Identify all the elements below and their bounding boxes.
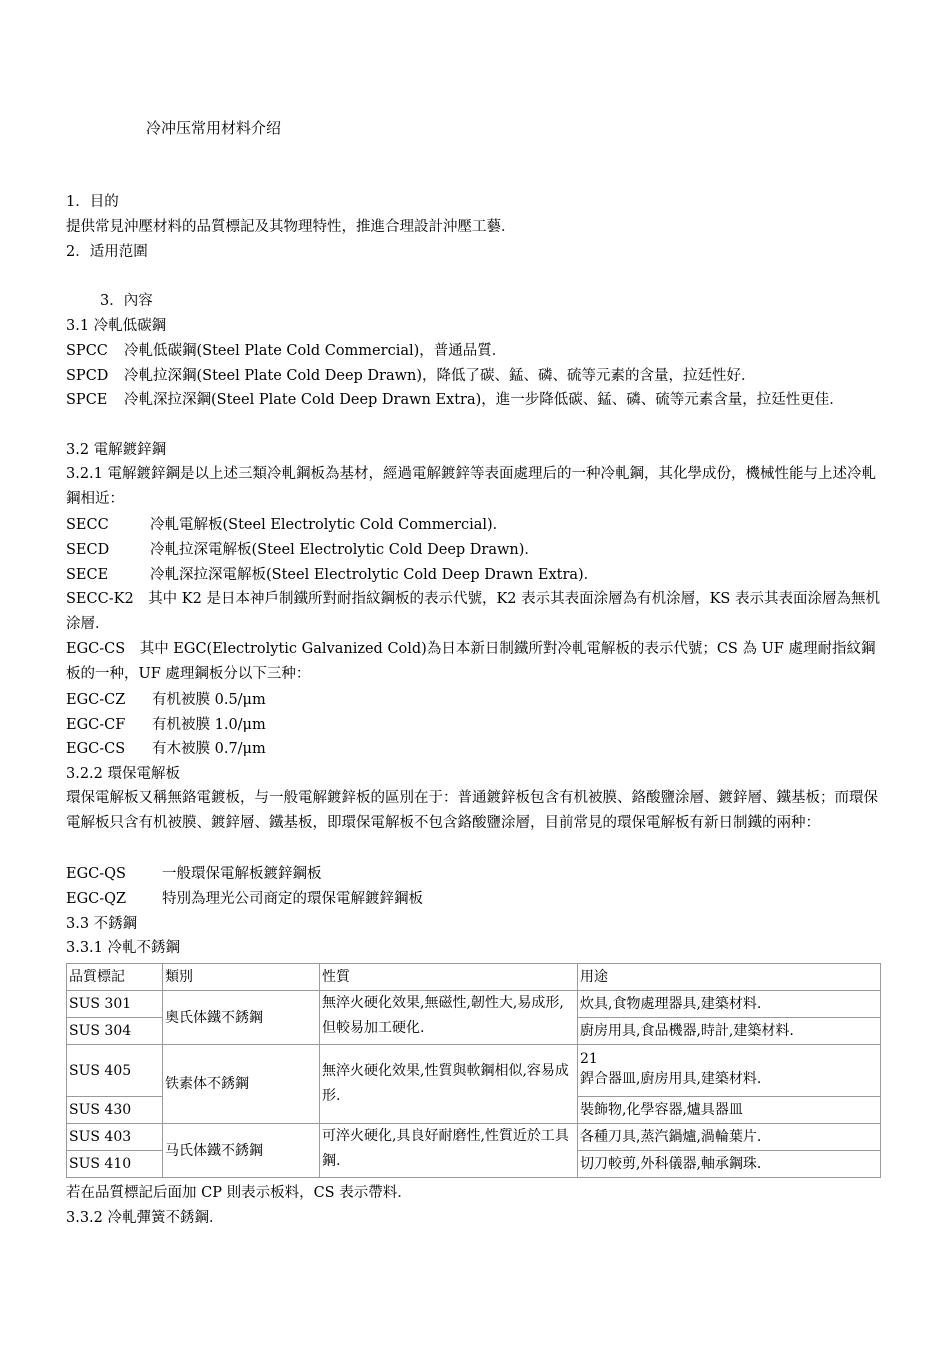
spcd-code: SPCD xyxy=(66,368,109,384)
use-cell: 裝飾物,化學容器,爐具器皿 xyxy=(578,1097,881,1124)
spcc-entry xyxy=(66,341,506,361)
use-cell xyxy=(578,1045,881,1097)
section-3-3-2-heading: 3.3.2 冷軋彈簧不銹鋼． xyxy=(66,1210,224,1226)
table-note: 若在品質標記后面加 CP 則表示板料，CS 表示帶料． xyxy=(66,1185,412,1201)
stainless-steel-table xyxy=(66,963,881,1178)
egc-cf-entry xyxy=(66,715,266,735)
section-3-2-1-text: 3.2.1 電解鍍鋅鋼是以上述三類冷軋鋼板為基材，經過電解鍍鋅等表面處理后的一种冷軋鋼，其化學成份，機械性能与上述冷軋鋼相近： xyxy=(66,466,876,507)
section-3-heading: 3．內容 xyxy=(100,293,153,309)
section-2-heading: 2．适用范圍 xyxy=(66,244,148,260)
secc-k2-text: SECC-K2 其中 K2 是日本神戶制鐵所對耐指紋鋼板的表示代號，K2 表示其表面涂層為有机涂層，KS 表示其表面涂層為無机涂層． xyxy=(66,591,880,632)
section-1-heading: 1．目的 xyxy=(66,194,119,210)
table-header-cell: 性質 xyxy=(320,964,578,991)
quality-mark-cell: SUS 410 xyxy=(67,1151,163,1178)
spcc-code: SPCC xyxy=(66,343,108,359)
spcd-entry xyxy=(66,366,756,386)
secd-text: 冷軋拉深電解板(Steel Electrolytic Cold Deep Drawn)． xyxy=(150,542,539,558)
egc-qz-entry xyxy=(66,889,423,909)
category-cell: 铁素体不銹鋼 xyxy=(163,1045,320,1124)
section-3-2-2-heading: 3.2.2 環保電解板 xyxy=(66,766,181,782)
use-note: 21 xyxy=(580,1051,598,1067)
table-header-row xyxy=(67,964,881,991)
egc-qs-entry xyxy=(66,864,322,884)
category-cell: 马氏体鐵不銹鋼 xyxy=(163,1124,320,1178)
egc-cz-text: 有机被膜 0.5/μm xyxy=(152,692,266,708)
spce-text: 冷軋深拉深鋼(Steel Plate Cold Deep Drawn Extra)，進一步降低碳、錳、磷、硫等元素含量，拉廷性更佳． xyxy=(124,392,844,408)
egc-cf-text: 有机被膜 1.0/μm xyxy=(152,717,266,733)
secd-code: SECD xyxy=(66,542,110,558)
secd-entry xyxy=(66,540,539,560)
spce-entry xyxy=(66,388,882,413)
table-row xyxy=(67,1045,881,1097)
egc-cs-code: EGC-CS xyxy=(66,741,126,757)
section-1-text: 提供常見沖壓材料的品質標記及其物理特性，推進合理設計沖壓工藝． xyxy=(66,219,516,235)
use-text: 銲合器皿,廚房用具,建築材料. xyxy=(580,1071,762,1087)
use-cell: 廚房用具,食品機器,時計,建築材料. xyxy=(578,1018,881,1045)
egc-cz-code: EGC-CZ xyxy=(66,692,126,708)
use-cell: 炊具,食物處理器具,建築材料. xyxy=(578,991,881,1018)
egc-qs-code: EGC-QS xyxy=(66,866,126,882)
egc-cs-text: EGC-CS 其中 EGC(Electrolytic Galvanized Cold)為日本新日制鐵所對冷軋電解板的表示代號；CS 為 UF 處理耐指紋鋼板的一种，UF 處理鋼板分以下三种： xyxy=(66,641,876,682)
spcc-text: 冷軋低碳鋼(Steel Plate Cold Commercial)，普通品質． xyxy=(124,343,507,359)
egc-qz-code: EGC-QZ xyxy=(66,891,127,907)
secc-entry xyxy=(66,515,507,535)
quality-mark-cell: SUS 403 xyxy=(67,1124,163,1151)
egc-cf-code: EGC-CF xyxy=(66,717,126,733)
secc-text: 冷軋電解板(Steel Electrolytic Cold Commercial)． xyxy=(150,517,508,533)
section-3-3-1-heading: 3.3.1 冷軋不銹鋼 xyxy=(66,940,181,956)
sece-code: SECE xyxy=(66,567,109,583)
table-header-cell: 品質標記 xyxy=(67,964,163,991)
table-row xyxy=(67,1124,881,1151)
quality-mark-cell: SUS 430 xyxy=(67,1097,163,1124)
property-cell: 無淬火硬化效果,無磁性,韌性大,易成形,但較易加工硬化. xyxy=(320,991,578,1045)
section-3-1-heading: 3.1 冷軋低碳鋼 xyxy=(66,318,167,334)
property-cell: 可淬火硬化,具良好耐磨性,性質近於工具鋼. xyxy=(320,1124,578,1178)
sece-text: 冷軋深拉深電解板(Steel Electrolytic Cold Deep Drawn Extra)． xyxy=(150,567,599,583)
egc-cs-text: 有木被膜 0.7/μm xyxy=(152,741,266,757)
property-cell: 無淬火硬化效果,性質與軟鋼相似,容易成形. xyxy=(320,1045,578,1124)
section-3-2-heading: 3.2 電解鍍鋅鋼 xyxy=(66,442,167,458)
category-cell: 奧氏体鐵不銹鋼 xyxy=(163,991,320,1045)
egc-qs-text: 一般環保電解板鍍鋅鋼板 xyxy=(162,866,322,882)
spcd-text: 冷軋拉深鋼(Steel Plate Cold Deep Drawn)，降低了碳、錳、磷、硫等元素的含量，拉廷性好． xyxy=(124,368,756,384)
spce-code: SPCE xyxy=(66,392,108,408)
egc-qz-text: 特別為理光公司商定的環保電解鍍鋅鋼板 xyxy=(162,891,423,907)
quality-mark-cell: SUS 304 xyxy=(67,1018,163,1045)
use-cell: 各種刀具,蒸汽鍋爐,渦輪葉片. xyxy=(578,1124,881,1151)
quality-mark-cell: SUS 405 xyxy=(67,1045,163,1097)
secc-code: SECC xyxy=(66,517,109,533)
quality-mark-cell: SUS 301 xyxy=(67,991,163,1018)
table-header-cell: 類別 xyxy=(163,964,320,991)
section-3-3-heading: 3.3 不銹鋼 xyxy=(66,916,138,932)
egc-cs-entry xyxy=(66,739,266,759)
table-row xyxy=(67,991,881,1018)
table-header-cell: 用途 xyxy=(578,964,881,991)
document-title: 冷冲压常用材料介绍 xyxy=(146,119,282,137)
sece-entry xyxy=(66,565,598,585)
section-3-2-2-text: 環保電解板又稱無鉻電鍍板，与一般電解鍍鋅板的區別在于：普通鍍鋅板包含有机被膜、鉻酸鹽涂層、鍍鋅層、鐵基板；而環保電解板只含有机被膜、鍍鋅層、鐵基板，即環保電解板不包含鉻酸鹽涂層，目前常見的環保電解板有新日制鐵的兩种： xyxy=(66,790,878,831)
egc-cz-entry xyxy=(66,690,266,710)
use-cell: 切刀較剪,外科儀器,軸承鋼珠. xyxy=(578,1151,881,1178)
